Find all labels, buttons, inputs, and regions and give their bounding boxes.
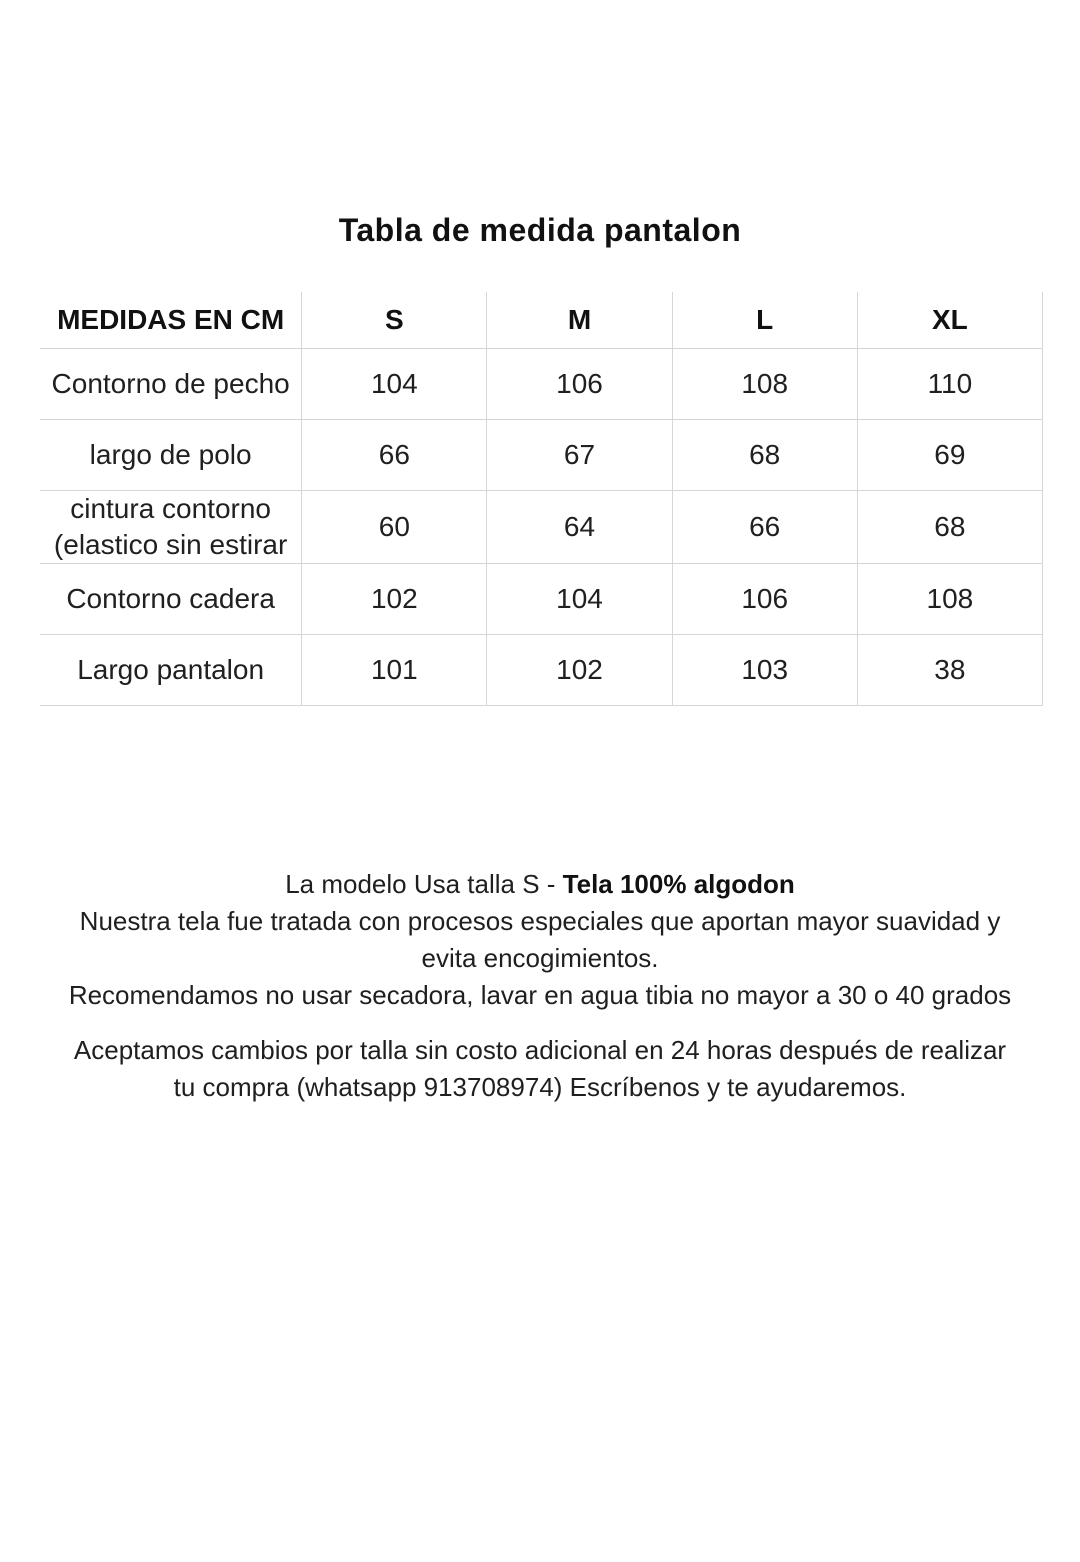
column-header-m: M bbox=[487, 292, 672, 349]
measure-label bbox=[40, 349, 302, 420]
page-title: Tabla de medida pantalon bbox=[338, 212, 742, 248]
table-row bbox=[40, 349, 1043, 420]
measure-label-text: Largo pantalon bbox=[77, 654, 265, 685]
size-value: 104 bbox=[302, 349, 487, 420]
fabric-treatment-note-line2: evita encogimientos. bbox=[421, 943, 659, 973]
size-value: 68 bbox=[858, 491, 1043, 564]
size-value: 101 bbox=[302, 635, 487, 706]
size-value: 103 bbox=[673, 635, 858, 706]
size-value: 106 bbox=[673, 564, 858, 635]
table-row bbox=[40, 420, 1043, 491]
measure-label bbox=[40, 635, 302, 706]
product-notes bbox=[0, 866, 1080, 1106]
measure-label bbox=[40, 564, 302, 635]
measure-label bbox=[40, 420, 302, 491]
fabric-note-bold: Tela 100% algodon bbox=[562, 869, 795, 899]
measure-label bbox=[40, 491, 302, 564]
column-header-medidas: MEDIDAS EN CM bbox=[40, 292, 302, 349]
size-value: 102 bbox=[302, 564, 487, 635]
size-value: 66 bbox=[302, 420, 487, 491]
column-header-s: S bbox=[302, 292, 487, 349]
care-instructions-note: Recomendamos no usar secadora, lavar en agua tibia no mayor a 30 o 40 grados bbox=[68, 980, 1012, 1010]
measure-label-text: cintura contorno bbox=[70, 493, 272, 524]
size-value: 38 bbox=[858, 635, 1043, 706]
table-row bbox=[40, 635, 1043, 706]
model-size-note bbox=[0, 866, 1080, 903]
exchange-policy-note bbox=[0, 1032, 1080, 1106]
size-value: 60 bbox=[302, 491, 487, 564]
size-value: 110 bbox=[858, 349, 1043, 420]
size-value: 69 bbox=[858, 420, 1043, 491]
column-header-l: L bbox=[673, 292, 858, 349]
size-value: 106 bbox=[487, 349, 672, 420]
size-value: 108 bbox=[858, 564, 1043, 635]
size-value: 68 bbox=[673, 420, 858, 491]
table-row bbox=[40, 491, 1043, 564]
size-value: 67 bbox=[487, 420, 672, 491]
exchange-policy-line1: Aceptamos cambios por talla sin costo adicional en 24 horas después de realizar bbox=[73, 1035, 1007, 1065]
measure-label-text: Contorno de pecho bbox=[51, 368, 290, 399]
size-value: 102 bbox=[487, 635, 672, 706]
size-value: 64 bbox=[487, 491, 672, 564]
measure-label-text: largo de polo bbox=[89, 439, 252, 470]
model-size-text: La modelo Usa talla S - bbox=[285, 869, 563, 899]
size-chart-table bbox=[40, 292, 1043, 706]
measure-label-text-line2: (elastico sin estirar bbox=[53, 529, 288, 560]
table-header-row bbox=[40, 292, 1043, 349]
size-value: 104 bbox=[487, 564, 672, 635]
measure-label-text: Contorno cadera bbox=[66, 583, 275, 614]
size-value: 66 bbox=[673, 491, 858, 564]
fabric-treatment-note: Nuestra tela fue tratada con procesos especiales que aportan mayor suavidad y bbox=[79, 906, 1001, 936]
exchange-policy-line2: tu compra (whatsapp 913708974) Escríbenos y te ayudaremos. bbox=[173, 1072, 907, 1102]
table-row bbox=[40, 564, 1043, 635]
column-header-xl: XL bbox=[858, 292, 1043, 349]
size-value: 108 bbox=[673, 349, 858, 420]
